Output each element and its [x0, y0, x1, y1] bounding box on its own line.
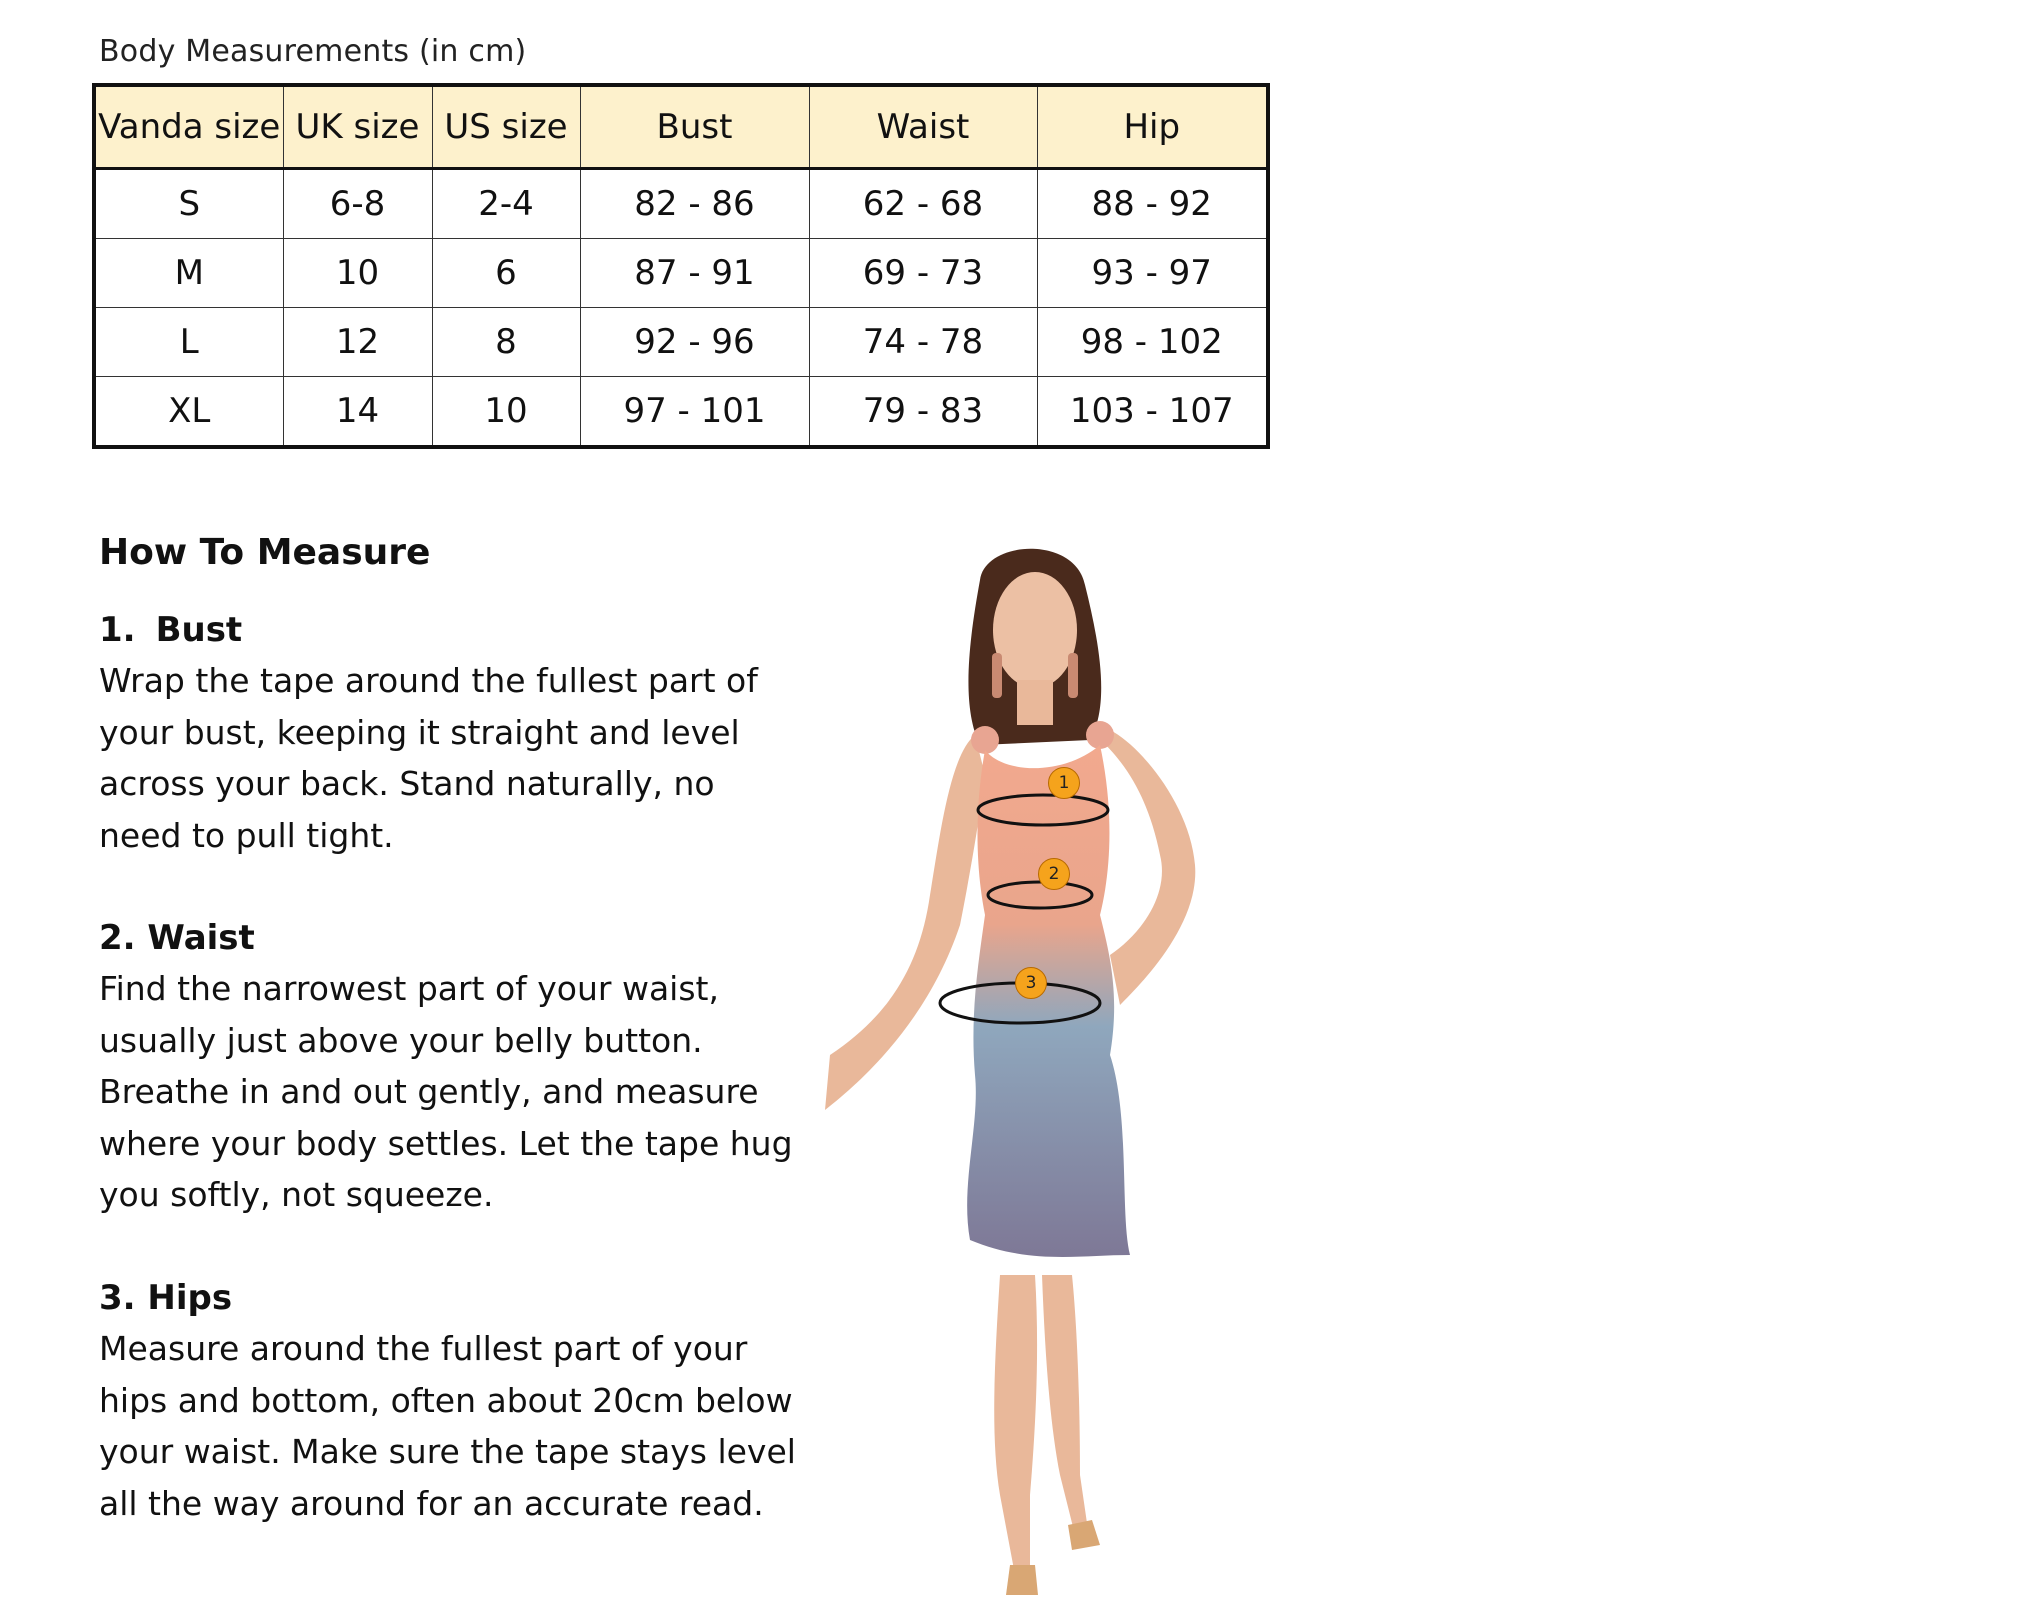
table-cell: 62 - 68	[809, 169, 1037, 239]
table-cell: 10	[432, 377, 580, 448]
header-us-size: US size	[432, 85, 580, 169]
dress-shape	[967, 745, 1130, 1257]
table-cell: 103 - 107	[1037, 377, 1268, 448]
table-cell: 87 - 91	[580, 239, 809, 308]
size-chart-table	[92, 83, 1270, 449]
table-cell: 88 - 92	[1037, 169, 1268, 239]
table-row	[94, 377, 1268, 448]
neck-shape	[1017, 680, 1053, 725]
right-leg	[1042, 1275, 1088, 1535]
step-number: 2.	[99, 918, 136, 958]
left-shoe	[1006, 1565, 1038, 1595]
how-to-measure-title: How To Measure	[99, 532, 431, 573]
table-cell: 69 - 73	[809, 239, 1037, 308]
table-cell: 6-8	[283, 169, 432, 239]
header-waist: Waist	[809, 85, 1037, 169]
left-leg	[994, 1275, 1037, 1575]
table-row	[94, 308, 1268, 377]
table-cell: 14	[283, 377, 432, 448]
header-uk-size: UK size	[283, 85, 432, 169]
table-cell: 8	[432, 308, 580, 377]
table-cell: 12	[283, 308, 432, 377]
right-earring	[1068, 653, 1078, 698]
table-cell: 6	[432, 239, 580, 308]
left-earring	[992, 653, 1002, 698]
model-figure	[810, 535, 1260, 1605]
waist-text: Find the narrowest part of your waist, usually just above your belly button. Breathe in and out gently, and measure where your body settles. Let the tape hug you softly, not squeeze.	[99, 969, 793, 1214]
hip-marker: 3	[1015, 967, 1047, 999]
right-shoe	[1068, 1520, 1100, 1550]
table-cell: 2-4	[432, 169, 580, 239]
table-cell: XL	[94, 377, 283, 448]
waist-marker: 2	[1038, 858, 1070, 890]
bust-instructions	[99, 605, 799, 861]
header-bust: Bust	[580, 85, 809, 169]
table-cell: S	[94, 169, 283, 239]
table-row	[94, 239, 1268, 308]
bust-heading	[99, 605, 799, 655]
left-strap-flower	[971, 726, 999, 754]
step-heading: Waist	[147, 918, 255, 958]
table-row	[94, 169, 1268, 239]
table-cell: 98 - 102	[1037, 308, 1268, 377]
header-vanda-size: Vanda size	[94, 85, 283, 169]
table-cell: 97 - 101	[580, 377, 809, 448]
table-cell: 93 - 97	[1037, 239, 1268, 308]
step-heading: Bust	[155, 610, 243, 650]
hips-text: Measure around the fullest part of your hips and bottom, often about 20cm below your waist. Make sure the tape stays level all the way around for an accurate read.	[99, 1329, 796, 1523]
hips-heading	[99, 1273, 799, 1323]
hips-instructions	[99, 1273, 799, 1529]
table-cell: 92 - 96	[580, 308, 809, 377]
waist-instructions	[99, 913, 799, 1221]
table-header-row	[94, 85, 1268, 169]
waist-heading	[99, 913, 799, 963]
right-strap-flower	[1086, 721, 1114, 749]
bust-marker: 1	[1048, 767, 1080, 799]
model-illustration	[810, 535, 1260, 1605]
step-heading: Hips	[147, 1278, 233, 1318]
table-cell: 10	[283, 239, 432, 308]
step-number: 1.	[99, 610, 136, 650]
table-cell: 82 - 86	[580, 169, 809, 239]
table-cell: M	[94, 239, 283, 308]
table-cell: 79 - 83	[809, 377, 1037, 448]
header-hip: Hip	[1037, 85, 1268, 169]
table-cell: L	[94, 308, 283, 377]
bust-text: Wrap the tape around the fullest part of your bust, keeping it straight and level across your back. Stand naturally, no need to pull tight.	[99, 661, 758, 855]
table-cell: 74 - 78	[809, 308, 1037, 377]
left-arm	[825, 735, 985, 1110]
face-shape	[993, 572, 1077, 688]
table-caption: Body Measurements (in cm)	[99, 34, 527, 69]
step-number: 3.	[99, 1278, 136, 1318]
